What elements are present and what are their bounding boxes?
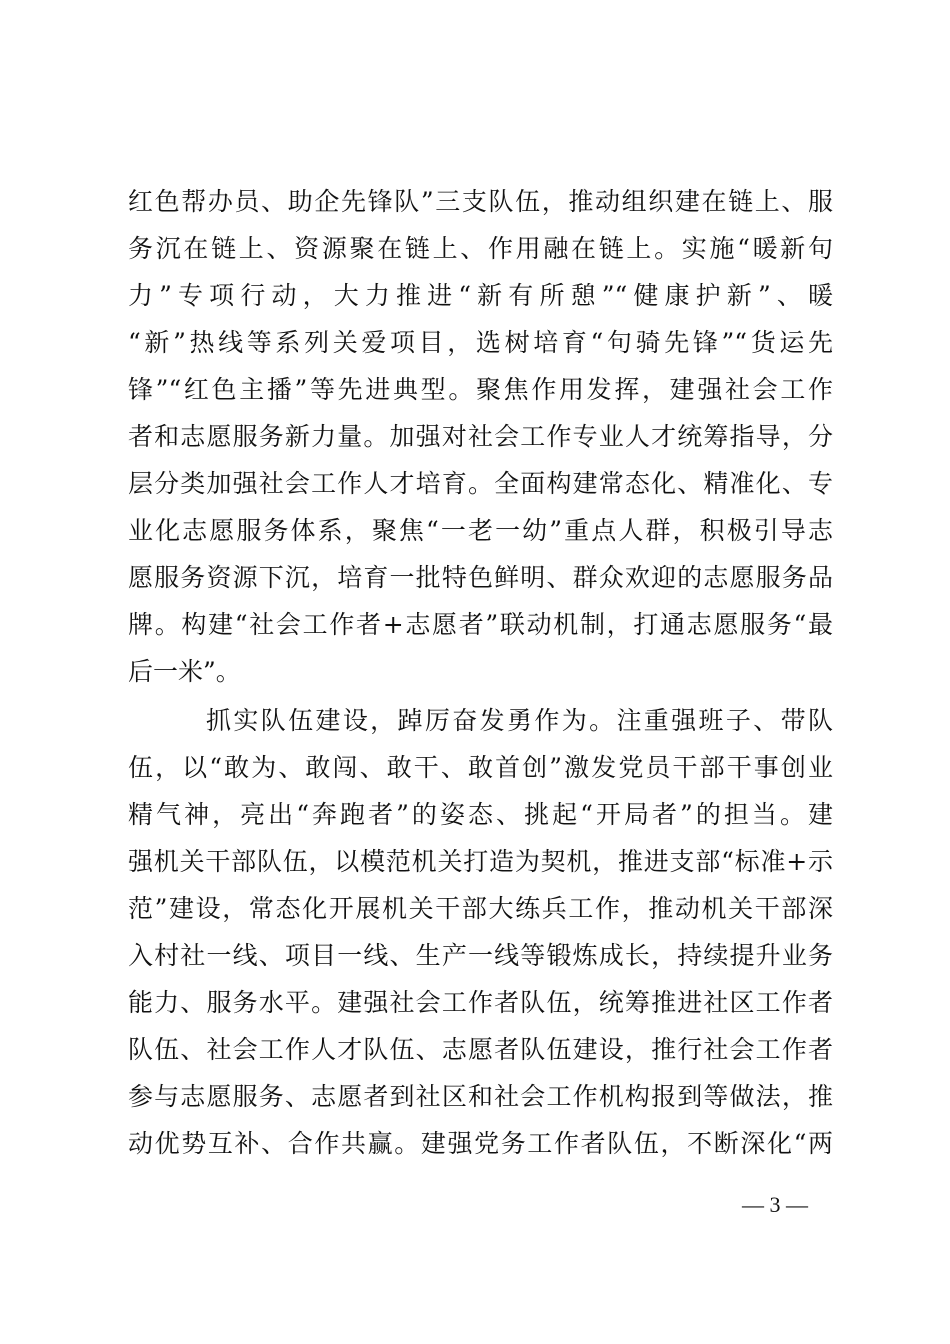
text-line: 伍，以“敢为、敢闯、敢干、敢首创”激发党员干部干事创业 [128,753,833,782]
text-line: 层分类加强社会工作人才培育。全面构建常态化、精准化、专 [128,469,833,498]
body-text [128,178,833,1167]
page-number: — 3 — [742,1192,808,1217]
text-line: 动优势互补、合作共赢。建强党务工作者队伍，不断深化“两 [128,1129,833,1158]
text-line: 红色帮办员、助企先锋队”三支队伍，推动组织建在链上、服 [128,187,833,216]
text-line: 抓实队伍建设，踔厉奋发勇作为。注重强班子、带队 [206,706,833,735]
text-line: 力”专项行动，大力推进“新有所憩”“健康护新”、暖 [128,281,833,310]
text-line: 入村社一线、项目一线、生产一线等锻炼成长，持续提升业务 [128,941,833,970]
text-line: 参与志愿服务、志愿者到社区和社会工作机构报到等做法，推 [128,1082,833,1111]
text-line: “新”热线等系列关爱项目，选树培育“句骑先锋”“货运先 [128,328,833,357]
text-line: 锋”“红色主播”等先进典型。聚焦作用发挥，建强社会工作 [128,375,833,404]
text-line: 者和志愿服务新力量。加强对社会工作专业人才统筹指导，分 [128,422,833,451]
text-line: 精气神，亮出“奔跑者”的姿态、挑起“开局者”的担当。建 [128,800,833,829]
text-line: 愿服务资源下沉，培育一批特色鲜明、群众欢迎的志愿服务品 [128,563,833,592]
text-line: 范”建设，常态化开展机关干部大练兵工作，推动机关干部深 [128,894,833,923]
text-line: 强机关干部队伍，以模范机关打造为契机，推进支部“标准+示 [128,847,833,876]
paragraph-2 [128,697,833,1167]
text-line: 务沉在链上、资源聚在链上、作用融在链上。实施“暖新句 [128,234,833,263]
text-line: 业化志愿服务体系，聚焦“一老一幼”重点人群，积极引导志 [128,516,833,545]
text-line: 后一米”。 [128,657,241,686]
text-line: 牌。构建“社会工作者+志愿者”联动机制，打通志愿服务“最 [128,610,833,639]
paragraph-1 [128,178,833,695]
text-line: 队伍、社会工作人才队伍、志愿者队伍建设，推行社会工作者 [128,1035,833,1064]
text-line: 能力、服务水平。建强社会工作者队伍，统筹推进社区工作者 [128,988,833,1017]
